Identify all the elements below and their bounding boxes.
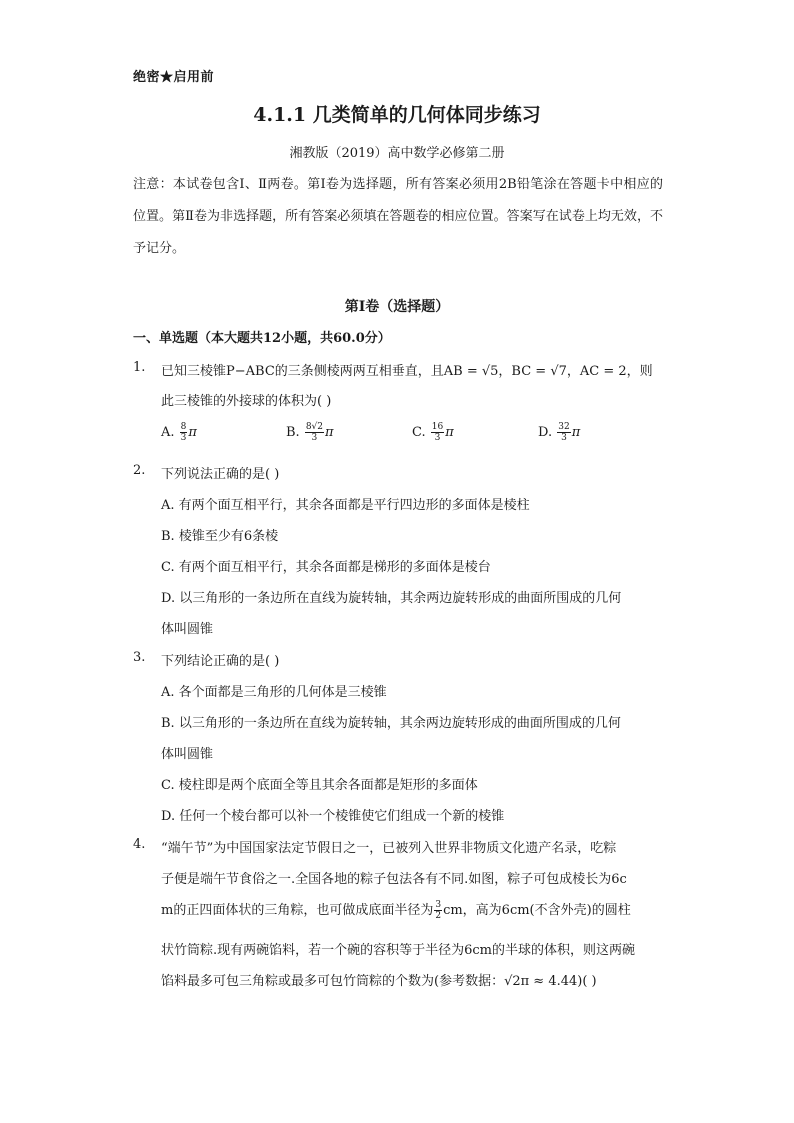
page-title: 4.1.1 几类简单的几何体同步练习 bbox=[253, 104, 541, 126]
exam-notice: 注意：本试卷包含Ⅰ、Ⅱ两卷。第Ⅰ卷为选择题，所有答案必须用2B铅笔涂在答题卡中相应的位置。第Ⅱ卷为非选择题，所有答案必须填在答题卷的相应位置。答案写在试卷上均无效，不予记分。 bbox=[133, 177, 663, 256]
question-4-line1: “端午节”为中国国家法定节假日之一，已被列入世界非物质文化遗产名录，吃粽 bbox=[161, 841, 617, 856]
question-2-option-d[interactable]: D. 以三角形的一条边所在直线为旋转轴，其余两边旋转形成的曲面所围成的几何 bbox=[161, 591, 622, 606]
fraction: $\frac{16}{3}$ bbox=[431, 422, 444, 443]
question-3-option-d[interactable]: D. 任何一个棱台都可以补一个棱锥使它们组成一个新的棱锥 bbox=[161, 809, 505, 824]
pi-symbol: π bbox=[445, 425, 454, 440]
question-1-option-b[interactable] bbox=[286, 422, 334, 443]
part-title: 一、单选题（本大题共12小题，共60.0分） bbox=[133, 331, 391, 346]
question-4-line2: 子便是端午节食俗之一.全国各地的粽子包法各有不同.如图，粽子可包成棱长为6c bbox=[161, 872, 627, 887]
question-2-option-c[interactable]: C. 有两个面互相平行，其余各面都是梯形的多面体是棱台 bbox=[161, 560, 491, 575]
option-label: B. bbox=[286, 425, 300, 440]
section-title: 第Ⅰ卷（选择题） bbox=[344, 299, 450, 315]
option-label: A. bbox=[161, 425, 175, 440]
pi-symbol: π bbox=[325, 425, 334, 440]
question-1-option-d[interactable] bbox=[538, 422, 580, 443]
question-4-line4: 状竹筒粽.现有两碗馅料，若一个碗的容积等于半径为6cm的半球的体积，则这两碗 bbox=[161, 943, 636, 958]
question-3-option-b[interactable]: B. 以三角形的一条边所在直线为旋转轴，其余两边旋转形成的曲面所围成的几何 bbox=[161, 716, 621, 731]
question-3-number: 3. bbox=[133, 650, 146, 665]
question-2-number: 2. bbox=[133, 463, 146, 478]
fraction: $\frac{8√2}{3}$ bbox=[305, 422, 324, 443]
question-2-option-d-cont: 体叫圆锥 bbox=[161, 622, 214, 637]
question-4-line3-text-b: cm，高为6cm(不含外壳)的圆柱 bbox=[443, 903, 631, 918]
question-4-number: 4. bbox=[133, 837, 146, 852]
page-subtitle: 湘教版（2019）高中数学必修第二册 bbox=[289, 146, 505, 161]
option-label: D. bbox=[538, 425, 553, 440]
pi-symbol: π bbox=[188, 425, 197, 440]
fraction: $\frac{32}{3}$ bbox=[558, 422, 570, 443]
fraction: $\frac{8}{3}$ bbox=[180, 422, 187, 443]
question-3-stem: 下列结论正确的是( ) bbox=[161, 654, 280, 669]
question-2-stem: 下列说法正确的是( ) bbox=[161, 467, 280, 482]
question-2-option-b[interactable]: B. 棱锥至少有6条棱 bbox=[161, 529, 279, 544]
question-3-option-b-cont: 体叫圆锥 bbox=[161, 747, 214, 762]
question-1-number: 1. bbox=[133, 360, 146, 375]
pi-symbol: π bbox=[571, 425, 581, 440]
option-label: C. bbox=[412, 425, 426, 440]
question-4-line3 bbox=[161, 899, 631, 921]
question-1-option-c[interactable] bbox=[412, 422, 454, 443]
question-1-line2: 此三棱锥的外接球的体积为( ) bbox=[161, 394, 332, 409]
fraction: $\frac{3}{2}$ bbox=[435, 900, 442, 921]
secret-mark: 绝密★启用前 bbox=[133, 70, 215, 85]
question-1-option-a[interactable] bbox=[161, 422, 197, 443]
question-4-line3-text-a: m的正四面体状的三角粽，也可做成底面半径为 bbox=[161, 903, 434, 918]
question-3-option-c[interactable]: C. 棱柱即是两个底面全等且其余各面都是矩形的多面体 bbox=[161, 778, 478, 793]
question-4-line5: 馅料最多可包三角粽或最多可包竹筒粽的个数为(参考数据：√2π ≈ 4.44)( ) bbox=[161, 974, 597, 989]
question-2-option-a[interactable]: A. 有两个面互相平行，其余各面都是平行四边形的多面体是棱柱 bbox=[161, 498, 530, 513]
question-1-line1: 已知三棱锥P−ABC的三条侧棱两两互相垂直，且AB = √5，BC = √7，AC = 2，则 bbox=[161, 364, 653, 379]
question-3-option-a[interactable]: A. 各个面都是三角形的几何体是三棱锥 bbox=[161, 685, 387, 700]
